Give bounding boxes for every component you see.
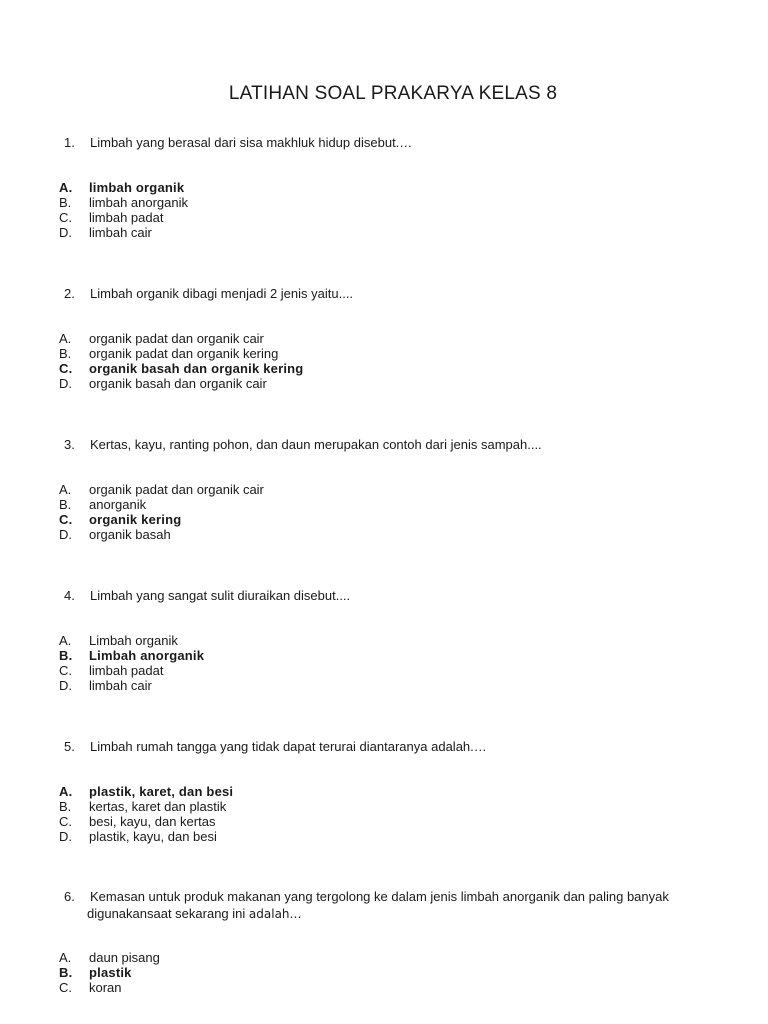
options-4 <box>59 633 204 693</box>
option-letter: C. <box>59 980 72 995</box>
option-text: limbah padat <box>89 210 164 225</box>
question-number: 5. <box>64 739 75 754</box>
question-1 <box>64 134 724 151</box>
option-text: plastik, karet, dan besi <box>89 784 234 799</box>
question-text-line-2: digunakansaat sekarang ini <box>87 906 246 921</box>
option-text: anorganik <box>89 497 147 512</box>
option-letter: C. <box>59 663 72 678</box>
option-text: organik padat dan organik cair <box>89 482 264 497</box>
question-text: Limbah yang berasal dari sisa makhluk hidup disebut.… <box>90 135 413 150</box>
option-c <box>59 210 188 225</box>
option-text: organik padat dan organik kering <box>89 346 279 361</box>
options-6 <box>59 950 160 995</box>
question-number: 6. <box>64 889 75 904</box>
option-letter: D. <box>59 829 72 844</box>
question-4 <box>64 587 724 604</box>
question-3 <box>64 436 724 453</box>
option-a <box>59 950 160 965</box>
question-number: 2. <box>64 286 75 301</box>
option-text: organik kering <box>89 512 182 527</box>
option-letter: A. <box>59 180 73 195</box>
option-text: limbah padat <box>89 663 164 678</box>
page-title: LATIHAN SOAL PRAKARYA KELAS 8 <box>228 83 558 104</box>
option-text: koran <box>89 980 122 995</box>
option-a <box>59 331 303 346</box>
question-text: Limbah yang sangat sulit diuraikan disebut.... <box>90 588 351 603</box>
option-c <box>59 814 233 829</box>
option-letter: D. <box>59 678 72 693</box>
option-text: limbah organik <box>89 180 185 195</box>
option-letter: A. <box>59 784 73 799</box>
option-b <box>59 195 188 210</box>
option-letter: C. <box>59 210 72 225</box>
option-letter: B. <box>59 346 72 361</box>
option-b <box>59 799 233 814</box>
option-text: organik padat dan organik cair <box>89 331 264 346</box>
option-a <box>59 784 233 799</box>
question-text-tail: adalah… <box>248 907 302 921</box>
option-letter: B. <box>59 799 72 814</box>
option-text: plastik <box>89 965 132 980</box>
option-d <box>59 527 264 542</box>
option-d <box>59 376 303 391</box>
option-letter: D. <box>59 527 72 542</box>
option-a <box>59 633 204 648</box>
option-letter: B. <box>59 497 72 512</box>
option-text: organik basah <box>89 527 171 542</box>
option-d <box>59 829 233 844</box>
question-text: Limbah rumah tangga yang tidak dapat terurai diantaranya adalah.… <box>90 739 487 754</box>
option-c <box>59 980 160 995</box>
option-letter: D. <box>59 225 72 240</box>
option-letter: B. <box>59 648 73 663</box>
question-2 <box>64 285 724 302</box>
option-text: Limbah organik <box>89 633 178 648</box>
option-text: organik basah dan organik cair <box>89 376 267 391</box>
option-text: kertas, karet dan plastik <box>89 799 227 814</box>
question-number: 3. <box>64 437 75 452</box>
option-text: limbah cair <box>89 225 152 240</box>
option-d <box>59 225 188 240</box>
option-letter: A. <box>59 482 72 497</box>
options-1 <box>59 180 188 240</box>
option-text: organik basah dan organik kering <box>89 361 304 376</box>
option-b <box>59 346 303 361</box>
option-letter: B. <box>59 195 72 210</box>
question-text-line-1: Kemasan untuk produk makanan yang tergolong ke dalam jenis limbah anorganik dan paling banyak <box>90 889 669 904</box>
option-text: limbah anorganik <box>89 195 189 210</box>
option-letter: C. <box>59 361 73 376</box>
option-c <box>59 512 264 527</box>
option-letter: A. <box>59 950 72 965</box>
question-number: 4. <box>64 588 75 603</box>
options-3 <box>59 482 264 542</box>
option-letter: B. <box>59 965 73 980</box>
question-text: Kertas, kayu, ranting pohon, dan daun merupakan contoh dari jenis sampah.... <box>90 437 542 452</box>
question-5 <box>64 738 724 755</box>
option-b <box>59 965 160 980</box>
option-d <box>59 678 204 693</box>
option-text: Limbah anorganik <box>89 648 205 663</box>
option-letter: A. <box>59 331 72 346</box>
question-number: 1. <box>64 135 75 150</box>
option-a <box>59 482 264 497</box>
question-text: Limbah organik dibagi menjadi 2 jenis yaitu.... <box>90 286 354 301</box>
options-2 <box>59 331 303 391</box>
option-c <box>59 663 204 678</box>
option-text: besi, kayu, dan kertas <box>89 814 216 829</box>
question-text <box>87 888 724 923</box>
option-text: plastik, kayu, dan besi <box>89 829 217 844</box>
option-text: limbah cair <box>89 678 152 693</box>
options-5 <box>59 784 233 844</box>
option-b <box>59 648 204 663</box>
option-b <box>59 497 264 512</box>
option-letter: D. <box>59 376 72 391</box>
option-letter: C. <box>59 512 73 527</box>
option-c <box>59 361 303 376</box>
option-a <box>59 180 188 195</box>
option-letter: A. <box>59 633 72 648</box>
option-letter: C. <box>59 814 72 829</box>
question-6 <box>64 888 724 923</box>
option-text: daun pisang <box>89 950 160 965</box>
